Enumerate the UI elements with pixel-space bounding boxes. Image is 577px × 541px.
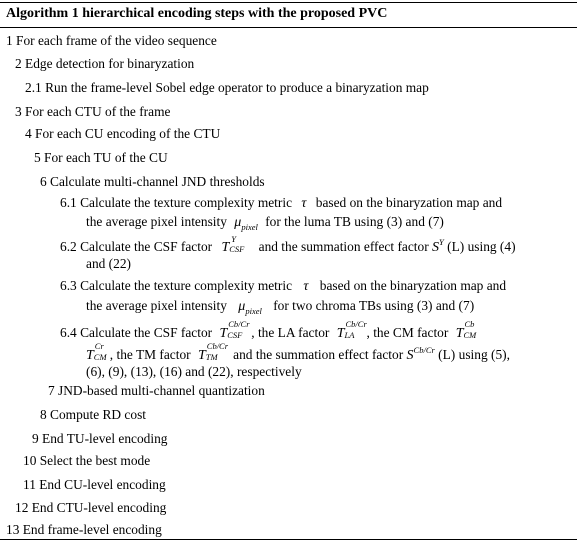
tm-subscript: TM [205, 352, 218, 362]
tm-cbcr-superscript: Cb/Cr [206, 341, 229, 351]
la-scripts [344, 319, 367, 340]
mu-subscript-2: pixel [245, 306, 262, 316]
tau-symbol: τ [301, 196, 307, 211]
step-6-4-cont-1 [86, 341, 510, 364]
bottom-rule [0, 539, 577, 540]
step-6-2-text-c: (L) using (4) [447, 239, 516, 254]
step-6-3-cont [86, 298, 474, 315]
step-6-1-text-a: 6.1 Calculate the texture complexity metric [60, 195, 293, 210]
mu-subscript: pixel [241, 222, 258, 232]
tm-scripts [205, 341, 230, 362]
step-1: 1 For each frame of the video sequence [6, 33, 217, 48]
step-6-4 [60, 319, 479, 342]
s-y-superscript: Y [439, 237, 444, 247]
step-6-1-text-c: the average pixel intensity [86, 214, 227, 229]
step-2: 2 Edge detection for binaryzation [15, 56, 195, 71]
step-6-4-text-b: , the LA factor [251, 325, 330, 340]
tau-symbol-2: τ [303, 279, 309, 294]
step-6-3-text-c: the average pixel intensity [86, 298, 227, 313]
algorithm-caption: Algorithm 1 hierarchical encoding steps with the proposed PVC [6, 6, 388, 21]
step-4: 4 For each CU encoding of the CTU [25, 126, 221, 141]
step-6-4-cont-2: (6), (9), (13), (16) and (22), respectively [86, 364, 302, 379]
s-symbol: S [432, 240, 440, 255]
step-6-3-text-a: 6.3 Calculate the texture complexity metric [60, 278, 293, 293]
step-7: 7 JND-based multi-channel quantization [48, 383, 265, 398]
cbcr-superscript: Cb/Cr [228, 319, 250, 329]
y-superscript: Y [231, 234, 236, 244]
s-cbcr-superscript: Cb/Cr [413, 345, 435, 355]
step-6-1 [60, 195, 502, 212]
step-5: 5 For each TU of the CU [34, 150, 168, 165]
top-rule [0, 2, 577, 3]
step-6-2 [60, 234, 516, 256]
step-8: 8 Compute RD cost [40, 407, 147, 422]
step-11: 11 End CU-level encoding [23, 477, 166, 492]
step-6-4-text-a: 6.4 Calculate the CSF factor [60, 325, 213, 340]
step-10: 10 Select the best mode [23, 453, 151, 468]
la-t-symbol: T [336, 326, 345, 341]
csf-t-symbol-2: T [219, 326, 228, 341]
la-cbcr-superscript: Cb/Cr [345, 319, 367, 329]
la-subscript: LA [344, 330, 355, 340]
step-6-2-cont: and (22) [86, 256, 131, 271]
step-6-2-text-b: and the summation effect factor [258, 239, 429, 254]
step-6-4-text-c: , the CM factor [366, 325, 449, 340]
csf-cbcr-scripts [227, 319, 251, 340]
csf-subscript: CSF [229, 244, 245, 254]
cb-superscript: Cb [464, 319, 475, 329]
step-3: 3 For each CTU of the frame [15, 104, 171, 119]
step-13: 13 End frame-level encoding [6, 522, 162, 537]
mu-symbol-2: μ [238, 299, 246, 314]
tm-t-symbol: T [197, 348, 206, 363]
step-6-4-text-f: (L) using (5), [438, 347, 510, 362]
step-6: 6 Calculate multi-channel JND thresholds [40, 174, 265, 189]
step-6-1-text-d: for the luma TB using (3) and (7) [265, 214, 444, 229]
cr-superscript: Cr [94, 341, 104, 351]
cm-cr-scripts [93, 341, 110, 362]
step-12: 12 End CTU-level encoding [15, 500, 167, 515]
step-6-3 [60, 278, 506, 295]
step-6-3-text-b: based on the binaryzation map and [319, 278, 507, 293]
mu-symbol: μ [234, 215, 242, 230]
step-6-1-text-b: based on the binaryzation map and [315, 195, 503, 210]
step-2-1: 2.1 Run the frame-level Sobel edge operator to produce a binaryzation map [25, 80, 429, 95]
csf-subscript-2: CSF [227, 330, 243, 340]
cm-cb-t-symbol: T [455, 326, 464, 341]
step-6-4-text-e: and the summation effect factor [233, 347, 404, 362]
s-symbol-2: S [406, 348, 414, 363]
caption-rule [0, 27, 577, 28]
step-6-3-text-d: for two chroma TBs using (3) and (7) [273, 298, 475, 313]
step-6-4-text-d: , the TM factor [109, 347, 191, 362]
step-6-2-text-a: 6.2 Calculate the CSF factor [60, 239, 213, 254]
cm-subscript: CM [463, 330, 477, 340]
step-6-1-cont [86, 214, 444, 231]
cm-cb-scripts [463, 319, 479, 340]
cm-subscript-2: CM [93, 352, 107, 362]
step-9: 9 End TU-level encoding [32, 431, 168, 446]
csf-y-scripts [229, 234, 251, 254]
cm-cr-t-symbol: T [86, 348, 94, 363]
csf-t-symbol: T [221, 240, 230, 255]
